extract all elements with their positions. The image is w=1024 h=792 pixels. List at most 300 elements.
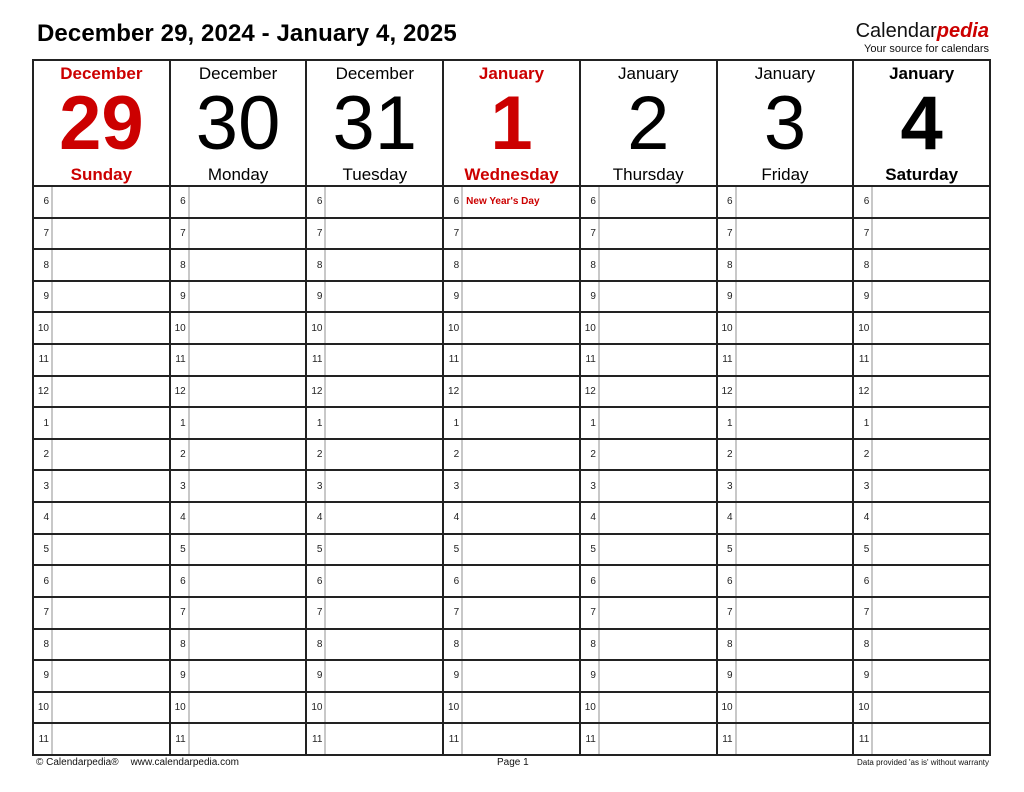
hour-row — [718, 408, 853, 440]
hour-label: 12 — [444, 377, 463, 407]
time-slot[interactable] — [463, 345, 579, 375]
hour-label: 2 — [171, 440, 190, 470]
time-slot[interactable] — [873, 598, 989, 628]
hour-row — [34, 345, 169, 377]
time-slot[interactable] — [53, 282, 169, 312]
time-slot[interactable] — [873, 408, 989, 438]
time-slot[interactable] — [737, 377, 853, 407]
hour-label: 4 — [854, 503, 873, 533]
time-slot[interactable] — [326, 440, 442, 470]
time-slot[interactable] — [873, 282, 989, 312]
time-slot[interactable] — [326, 377, 442, 407]
hour-row — [34, 187, 169, 219]
time-slot[interactable] — [463, 313, 579, 343]
hour-label: 8 — [171, 630, 190, 660]
hour-label: 7 — [854, 219, 873, 249]
time-slot[interactable] — [190, 535, 306, 565]
hour-row — [171, 313, 306, 345]
time-slot[interactable] — [600, 630, 716, 660]
page-number: Page 1 — [497, 757, 529, 768]
time-slot[interactable] — [463, 440, 579, 470]
time-slot[interactable] — [600, 503, 716, 533]
time-slot[interactable] — [190, 661, 306, 691]
hour-row — [581, 408, 716, 440]
hour-row — [307, 313, 442, 345]
day-header — [34, 61, 169, 187]
hour-label: 1 — [171, 408, 190, 438]
time-slot[interactable] — [600, 282, 716, 312]
hour-row — [444, 377, 579, 409]
hour-row — [718, 440, 853, 472]
weekday-label: Monday — [207, 165, 269, 184]
weekday-label: Thursday — [612, 165, 684, 184]
time-slot[interactable] — [463, 566, 579, 596]
time-slot[interactable] — [190, 724, 306, 754]
time-slot[interactable] — [873, 440, 989, 470]
hour-row — [307, 535, 442, 567]
time-slot[interactable] — [190, 440, 306, 470]
hour-label: 1 — [581, 408, 600, 438]
time-slot[interactable] — [326, 345, 442, 375]
day-header — [581, 61, 716, 187]
time-slot[interactable] — [600, 313, 716, 343]
hour-label: 10 — [34, 313, 53, 343]
hour-row — [718, 282, 853, 314]
hour-label: 9 — [718, 661, 737, 691]
time-slot[interactable] — [600, 566, 716, 596]
hour-label: 7 — [307, 219, 326, 249]
hour-label: 10 — [444, 313, 463, 343]
time-slot[interactable] — [190, 187, 306, 217]
brand-logo — [856, 20, 989, 55]
hour-row — [444, 598, 579, 630]
time-slot[interactable] — [737, 598, 853, 628]
hour-row — [444, 440, 579, 472]
time-slot[interactable] — [53, 693, 169, 723]
time-slot[interactable] — [600, 345, 716, 375]
hour-label: 8 — [444, 630, 463, 660]
hour-row — [34, 408, 169, 440]
time-slot[interactable] — [53, 440, 169, 470]
hour-row — [307, 440, 442, 472]
time-slot[interactable] — [600, 408, 716, 438]
hour-row — [581, 345, 716, 377]
website-link[interactable]: www.calendarpedia.com — [130, 757, 239, 768]
hour-row — [581, 282, 716, 314]
time-slot[interactable] — [873, 503, 989, 533]
time-slot[interactable] — [873, 345, 989, 375]
time-slot[interactable] — [737, 693, 853, 723]
time-slot[interactable] — [737, 661, 853, 691]
time-slot[interactable] — [873, 377, 989, 407]
hour-label: 10 — [171, 693, 190, 723]
hour-row — [718, 661, 853, 693]
day-header — [444, 61, 579, 187]
hour-row — [307, 724, 442, 754]
month-label: December — [60, 64, 143, 83]
hour-row — [307, 219, 442, 251]
time-slot[interactable] — [190, 471, 306, 501]
hour-label: 2 — [34, 440, 53, 470]
time-slot[interactable] — [190, 313, 306, 343]
hour-row — [718, 503, 853, 535]
hour-row — [444, 282, 579, 314]
time-slot[interactable] — [53, 250, 169, 280]
weekday-label: Sunday — [70, 165, 133, 184]
time-slot[interactable] — [600, 471, 716, 501]
hour-label: 4 — [718, 503, 737, 533]
time-slot[interactable] — [737, 630, 853, 660]
hour-label: 4 — [307, 503, 326, 533]
time-slot[interactable] — [53, 566, 169, 596]
time-slot[interactable] — [737, 724, 853, 754]
hour-label: 11 — [34, 724, 53, 754]
day-number: 31 — [332, 81, 418, 166]
time-slot[interactable] — [190, 250, 306, 280]
time-slot[interactable] — [463, 535, 579, 565]
hour-label: 8 — [444, 250, 463, 280]
hour-row — [171, 408, 306, 440]
hour-row — [854, 345, 989, 377]
hour-label: 7 — [854, 598, 873, 628]
month-label: January — [478, 64, 545, 83]
time-slot[interactable] — [463, 724, 579, 754]
time-slot[interactable] — [326, 250, 442, 280]
hour-label: 10 — [854, 693, 873, 723]
hour-row — [171, 187, 306, 219]
hour-label: 6 — [307, 187, 326, 217]
hour-row — [307, 408, 442, 440]
time-slot[interactable] — [600, 219, 716, 249]
hour-row — [307, 471, 442, 503]
hour-label: 9 — [171, 282, 190, 312]
day-number: 3 — [763, 81, 807, 166]
time-slot[interactable] — [737, 566, 853, 596]
time-slot[interactable] — [190, 598, 306, 628]
hour-label: 7 — [581, 598, 600, 628]
hour-label: 11 — [34, 345, 53, 375]
time-slot[interactable] — [53, 345, 169, 375]
time-slot[interactable] — [463, 219, 579, 249]
hour-row — [34, 630, 169, 662]
hour-row — [854, 377, 989, 409]
hour-label: 5 — [444, 535, 463, 565]
time-slot[interactable] — [600, 598, 716, 628]
time-slot[interactable] — [737, 345, 853, 375]
time-slot[interactable] — [326, 598, 442, 628]
time-slot[interactable] — [190, 630, 306, 660]
hour-label: 10 — [718, 313, 737, 343]
time-slot[interactable] — [463, 377, 579, 407]
time-slot[interactable] — [326, 535, 442, 565]
time-slot[interactable] — [53, 724, 169, 754]
hour-label: 9 — [34, 282, 53, 312]
time-slot[interactable] — [326, 630, 442, 660]
month-label: January — [889, 64, 955, 83]
time-slot[interactable] — [600, 250, 716, 280]
hour-rows — [171, 187, 306, 754]
hour-row — [171, 250, 306, 282]
time-slot[interactable] — [737, 282, 853, 312]
hour-label: 7 — [718, 219, 737, 249]
time-slot[interactable] — [463, 630, 579, 660]
hour-label: 9 — [581, 282, 600, 312]
hour-row — [34, 440, 169, 472]
time-slot[interactable] — [873, 250, 989, 280]
page-title: December 29, 2024 - January 4, 2025 — [37, 20, 457, 47]
hour-row — [34, 377, 169, 409]
hour-label: 2 — [718, 440, 737, 470]
month-label: January — [754, 64, 816, 83]
time-slot[interactable] — [326, 661, 442, 691]
hour-label: 3 — [718, 471, 737, 501]
hour-row — [171, 345, 306, 377]
time-slot[interactable] — [53, 313, 169, 343]
time-slot[interactable] — [190, 219, 306, 249]
hour-row — [854, 250, 989, 282]
hour-row — [444, 345, 579, 377]
time-slot[interactable] — [463, 598, 579, 628]
hour-label: 9 — [307, 661, 326, 691]
time-slot[interactable] — [737, 219, 853, 249]
hour-label: 6 — [34, 187, 53, 217]
hour-row — [444, 566, 579, 598]
time-slot[interactable] — [326, 219, 442, 249]
day-number: 4 — [900, 81, 943, 166]
hour-label: 11 — [854, 345, 873, 375]
time-slot[interactable] — [53, 535, 169, 565]
time-slot[interactable] — [873, 219, 989, 249]
time-slot[interactable] — [326, 724, 442, 754]
hour-row — [854, 282, 989, 314]
time-slot[interactable] — [463, 250, 579, 280]
hour-label: 9 — [34, 661, 53, 691]
time-slot[interactable] — [873, 693, 989, 723]
hour-row — [307, 566, 442, 598]
day-column-saturday — [854, 61, 989, 754]
time-slot[interactable] — [873, 313, 989, 343]
time-slot[interactable] — [326, 471, 442, 501]
time-slot[interactable] — [326, 693, 442, 723]
hour-row — [581, 250, 716, 282]
hour-label: 10 — [444, 693, 463, 723]
time-slot[interactable] — [326, 408, 442, 438]
hour-row — [581, 598, 716, 630]
weekday-label: Saturday — [885, 165, 959, 184]
hour-row — [718, 250, 853, 282]
time-slot[interactable] — [873, 471, 989, 501]
time-slot[interactable] — [190, 282, 306, 312]
hour-label: 11 — [171, 345, 190, 375]
hour-label: 6 — [444, 566, 463, 596]
hour-label: 2 — [581, 440, 600, 470]
hour-label: 8 — [581, 630, 600, 660]
hour-label: 6 — [171, 566, 190, 596]
time-slot[interactable] — [600, 187, 716, 217]
hour-row — [34, 250, 169, 282]
time-slot[interactable] — [463, 282, 579, 312]
hour-row — [171, 219, 306, 251]
hour-row — [307, 693, 442, 725]
hour-row — [854, 313, 989, 345]
hour-row — [34, 566, 169, 598]
day-header — [171, 61, 306, 187]
time-slot[interactable] — [873, 187, 989, 217]
hour-row — [307, 345, 442, 377]
copyright-text: © Calendarpedia® — [36, 757, 119, 768]
hour-label: 8 — [34, 630, 53, 660]
time-slot[interactable] — [737, 313, 853, 343]
time-slot[interactable] — [53, 471, 169, 501]
time-slot[interactable] — [873, 630, 989, 660]
hour-label: 8 — [854, 250, 873, 280]
brand-tagline: Your source for calendars — [864, 43, 989, 55]
time-slot[interactable] — [53, 598, 169, 628]
hour-row — [854, 440, 989, 472]
hour-label: 5 — [34, 535, 53, 565]
hour-label: 5 — [718, 535, 737, 565]
time-slot[interactable] — [53, 187, 169, 217]
time-slot[interactable] — [737, 471, 853, 501]
time-slot[interactable] — [600, 693, 716, 723]
day-number: 1 — [490, 81, 533, 166]
time-slot[interactable] — [190, 503, 306, 533]
time-slot[interactable] — [326, 282, 442, 312]
hour-row — [171, 377, 306, 409]
hour-row — [171, 440, 306, 472]
hour-label: 1 — [718, 408, 737, 438]
hour-row — [718, 219, 853, 251]
hour-row — [854, 566, 989, 598]
hour-label: 8 — [307, 630, 326, 660]
hour-rows — [854, 187, 989, 754]
time-slot[interactable] — [53, 219, 169, 249]
hour-row — [34, 724, 169, 754]
hour-label: 6 — [718, 566, 737, 596]
time-slot[interactable] — [326, 503, 442, 533]
time-slot[interactable] — [326, 566, 442, 596]
hour-label: 12 — [581, 377, 600, 407]
hour-row — [34, 598, 169, 630]
hour-label: 10 — [854, 313, 873, 343]
hour-label: 7 — [34, 219, 53, 249]
hour-label: 9 — [307, 282, 326, 312]
brand-name — [856, 20, 989, 42]
hour-label: 11 — [444, 724, 463, 754]
hour-label: 8 — [718, 250, 737, 280]
time-slot[interactable] — [873, 566, 989, 596]
hour-row — [718, 598, 853, 630]
hour-row — [307, 598, 442, 630]
time-slot[interactable] — [190, 566, 306, 596]
hour-label: 8 — [581, 250, 600, 280]
time-slot[interactable] — [190, 377, 306, 407]
time-slot[interactable] — [873, 535, 989, 565]
hour-label: 10 — [171, 313, 190, 343]
hour-label: 1 — [854, 408, 873, 438]
time-slot[interactable] — [463, 408, 579, 438]
hour-row — [307, 250, 442, 282]
hour-label: 3 — [307, 471, 326, 501]
hour-label: 3 — [444, 471, 463, 501]
time-slot[interactable] — [53, 630, 169, 660]
hour-label: 8 — [34, 250, 53, 280]
hour-label: 6 — [171, 187, 190, 217]
time-slot[interactable] — [53, 408, 169, 438]
time-slot[interactable] — [737, 503, 853, 533]
time-slot[interactable] — [190, 345, 306, 375]
hour-label: 1 — [307, 408, 326, 438]
month-label: January — [617, 64, 679, 83]
hour-label: 9 — [718, 282, 737, 312]
hour-row — [718, 693, 853, 725]
hour-row — [854, 219, 989, 251]
hour-label: 6 — [718, 187, 737, 217]
time-slot[interactable] — [873, 724, 989, 754]
time-slot[interactable] — [463, 693, 579, 723]
hour-label: 5 — [307, 535, 326, 565]
time-slot[interactable] — [190, 693, 306, 723]
hour-row — [581, 187, 716, 219]
day-header — [307, 61, 442, 187]
hour-rows — [307, 187, 442, 754]
hour-label: 4 — [581, 503, 600, 533]
hour-row — [854, 661, 989, 693]
hour-label: 5 — [854, 535, 873, 565]
time-slot[interactable] — [600, 661, 716, 691]
hour-row — [444, 219, 579, 251]
time-slot[interactable] — [737, 187, 853, 217]
hour-label: 12 — [718, 377, 737, 407]
time-slot[interactable] — [737, 535, 853, 565]
hour-row — [854, 724, 989, 754]
hour-label: 8 — [854, 630, 873, 660]
time-slot[interactable] — [873, 661, 989, 691]
hour-label: 1 — [444, 408, 463, 438]
hour-row — [171, 724, 306, 754]
hour-label: 6 — [581, 187, 600, 217]
time-slot[interactable] — [53, 661, 169, 691]
time-slot[interactable] — [600, 440, 716, 470]
hour-row — [718, 724, 853, 754]
hour-row — [581, 724, 716, 754]
time-slot[interactable] — [53, 377, 169, 407]
hour-label: 11 — [307, 724, 326, 754]
time-slot[interactable] — [600, 535, 716, 565]
hour-row — [171, 503, 306, 535]
holiday-label[interactable]: New Year's Day — [466, 196, 540, 208]
hour-row — [854, 471, 989, 503]
time-slot[interactable] — [737, 408, 853, 438]
time-slot[interactable] — [326, 313, 442, 343]
hour-row — [581, 693, 716, 725]
hour-row — [581, 503, 716, 535]
hour-label: 11 — [854, 724, 873, 754]
hour-label: 12 — [171, 377, 190, 407]
time-slot[interactable] — [463, 471, 579, 501]
time-slot[interactable] — [190, 408, 306, 438]
time-slot[interactable] — [326, 187, 442, 217]
time-slot[interactable] — [53, 503, 169, 533]
time-slot[interactable] — [463, 661, 579, 691]
hour-rows — [718, 187, 853, 754]
time-slot[interactable] — [600, 724, 716, 754]
time-slot[interactable] — [463, 503, 579, 533]
week-grid — [32, 59, 991, 756]
time-slot[interactable] — [600, 377, 716, 407]
time-slot[interactable] — [737, 250, 853, 280]
time-slot[interactable] — [737, 440, 853, 470]
